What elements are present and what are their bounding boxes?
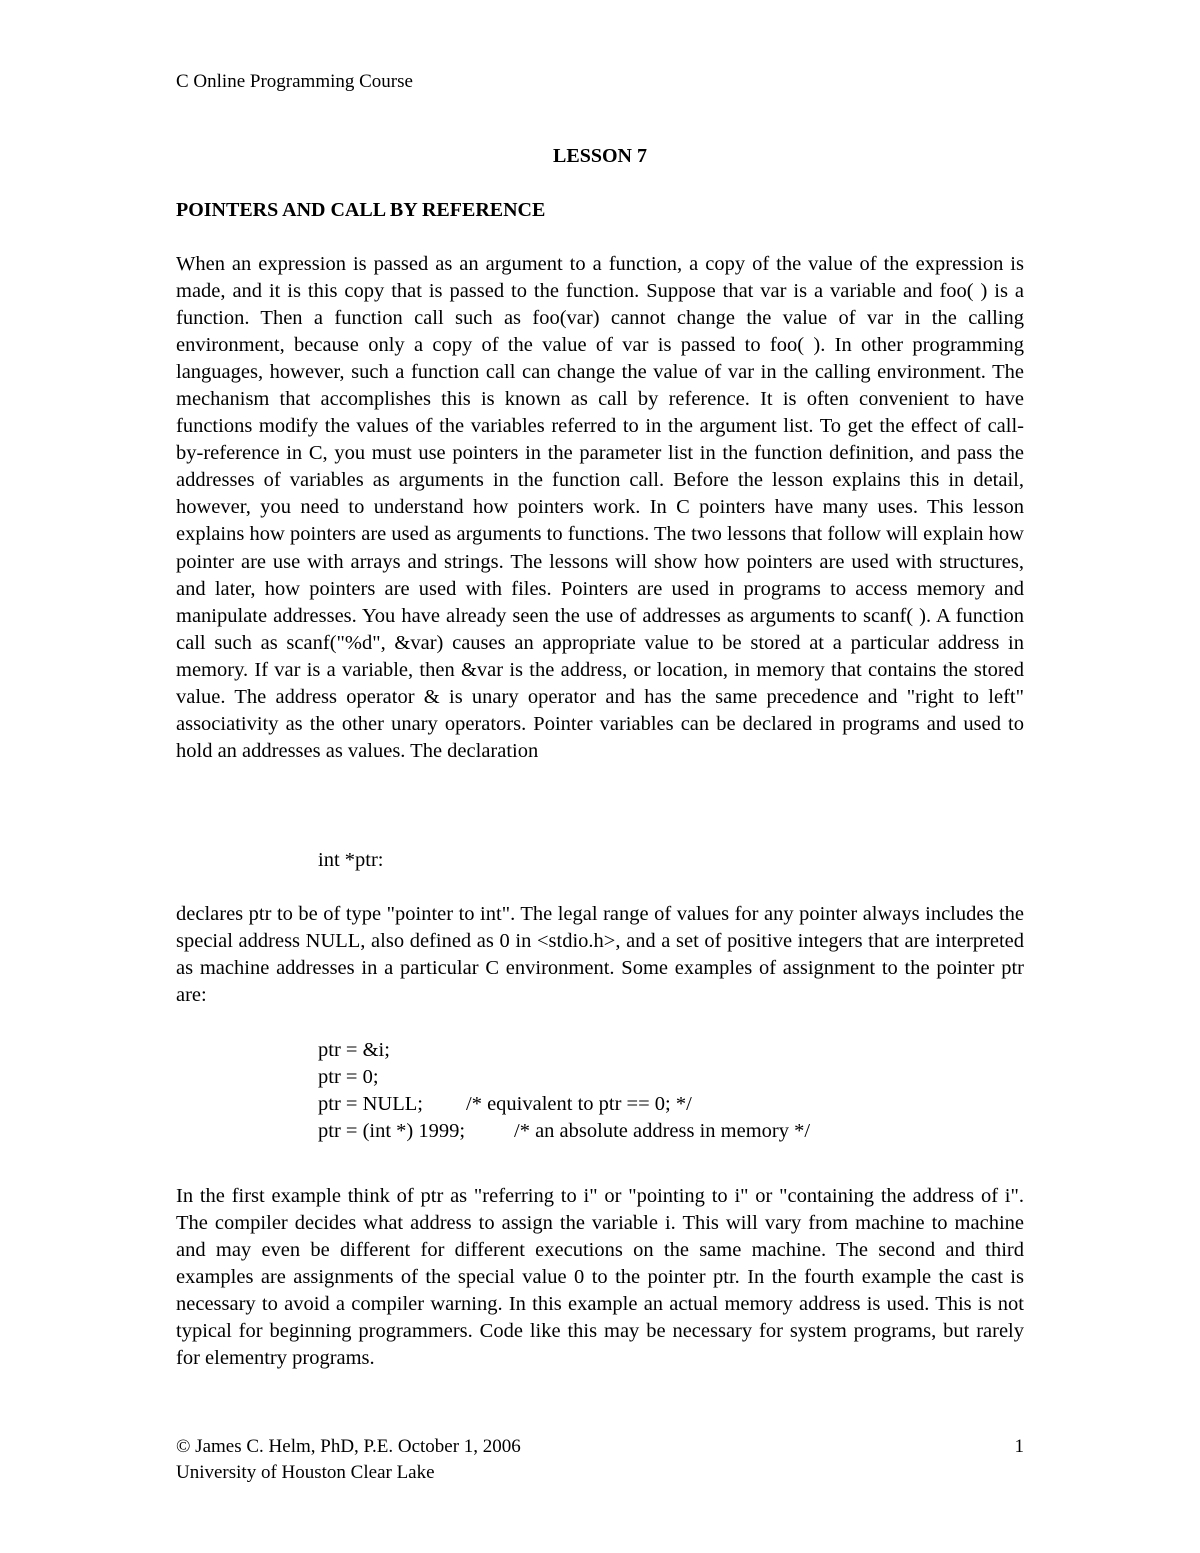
- code-example-4-comment: /* an absolute address in memory */: [514, 1120, 811, 1142]
- lesson-title: LESSON 7: [553, 145, 647, 167]
- code-example-1: ptr = &i;: [318, 1039, 390, 1061]
- paragraph-examples-explained: In the first example think of ptr as "referring to i" or "pointing to i" or "containing the address of i". The compiler decides what address to assign the variable i. This will vary from machine to machine and may even be different for different executions on the same machine. The second and third examples are assignments of the special value 0 to the pointer ptr. In the fourth example the cast is necessary to avoid a compiler warning. In this example an actual memory address is used. This is not typical for beginning programmers. Code like this may be necessary for system programs, but rarely for elementry programs.: [176, 1185, 1024, 1370]
- code-example-3: ptr = NULL;: [318, 1093, 423, 1115]
- footer-institution: University of Houston Clear Lake: [176, 1462, 435, 1483]
- section-title: POINTERS AND CALL BY REFERENCE: [176, 199, 546, 221]
- code-example-4: ptr = (int *) 1999;: [318, 1120, 466, 1142]
- code-example-2: ptr = 0;: [318, 1066, 379, 1088]
- paragraph-intro: When an expression is passed as an argument to a function, a copy of the value of the expression is made, and it is this copy that is passed to the function. Suppose that var is a variable and foo( ) is a function. Then a function call such as foo(var) cannot change the value of var in the calling environment, because only a copy of the value of var is passed to foo( ). In other programming languages, however, such a function call can change the value of var in the calling environment. The mechanism that accomplishes this is known as call by reference. It is often convenient to have functions modify the values of the variables referred to in the argument list. To get the effect of call-by-reference in C, you must use pointers in the parameter list in the function definition, and pass the addresses of variables as arguments in the function call. Before the lesson explains this in detail, however, you need to understand how pointers work. In C pointers have many uses. This lesson explains how pointers are used as arguments to functions. The two lessons that follow will explain how pointer are use with arrays and strings. The lessons will show how pointers are used with structures, and later, how pointers are used with files. Pointers are used in programs to access memory and manipulate addresses. You have already seen the use of addresses as arguments to scanf( ). A function call such as scanf("%d", &var) causes an appropriate value to be stored at a particular address in memory. If var is a variable, then &var is the address, or location, in memory that contains the stored value. The address operator & is unary operator and has the same precedence and "right to left" associativity as the other unary operators. Pointer variables can be declared in programs and used to hold an addresses as values. The declaration: [176, 253, 1024, 762]
- page-number: 1: [1014, 1436, 1024, 1457]
- code-example-3-comment: /* equivalent to ptr == 0; */: [466, 1093, 692, 1115]
- running-header: C Online Programming Course: [176, 71, 413, 92]
- code-declaration: int *ptr:: [318, 849, 384, 871]
- paragraph-pointer-range: declares ptr to be of type "pointer to int". The legal range of values for any pointer always includes the special address NULL, also defined as 0 in <stdio.h>, and a set of positive integers that are interpreted as machine addresses in a particular C environment. Some examples of assignment to the pointer ptr are:: [176, 903, 1024, 1007]
- footer-copyright: © James C. Helm, PhD, P.E. October 1, 2006: [176, 1436, 521, 1457]
